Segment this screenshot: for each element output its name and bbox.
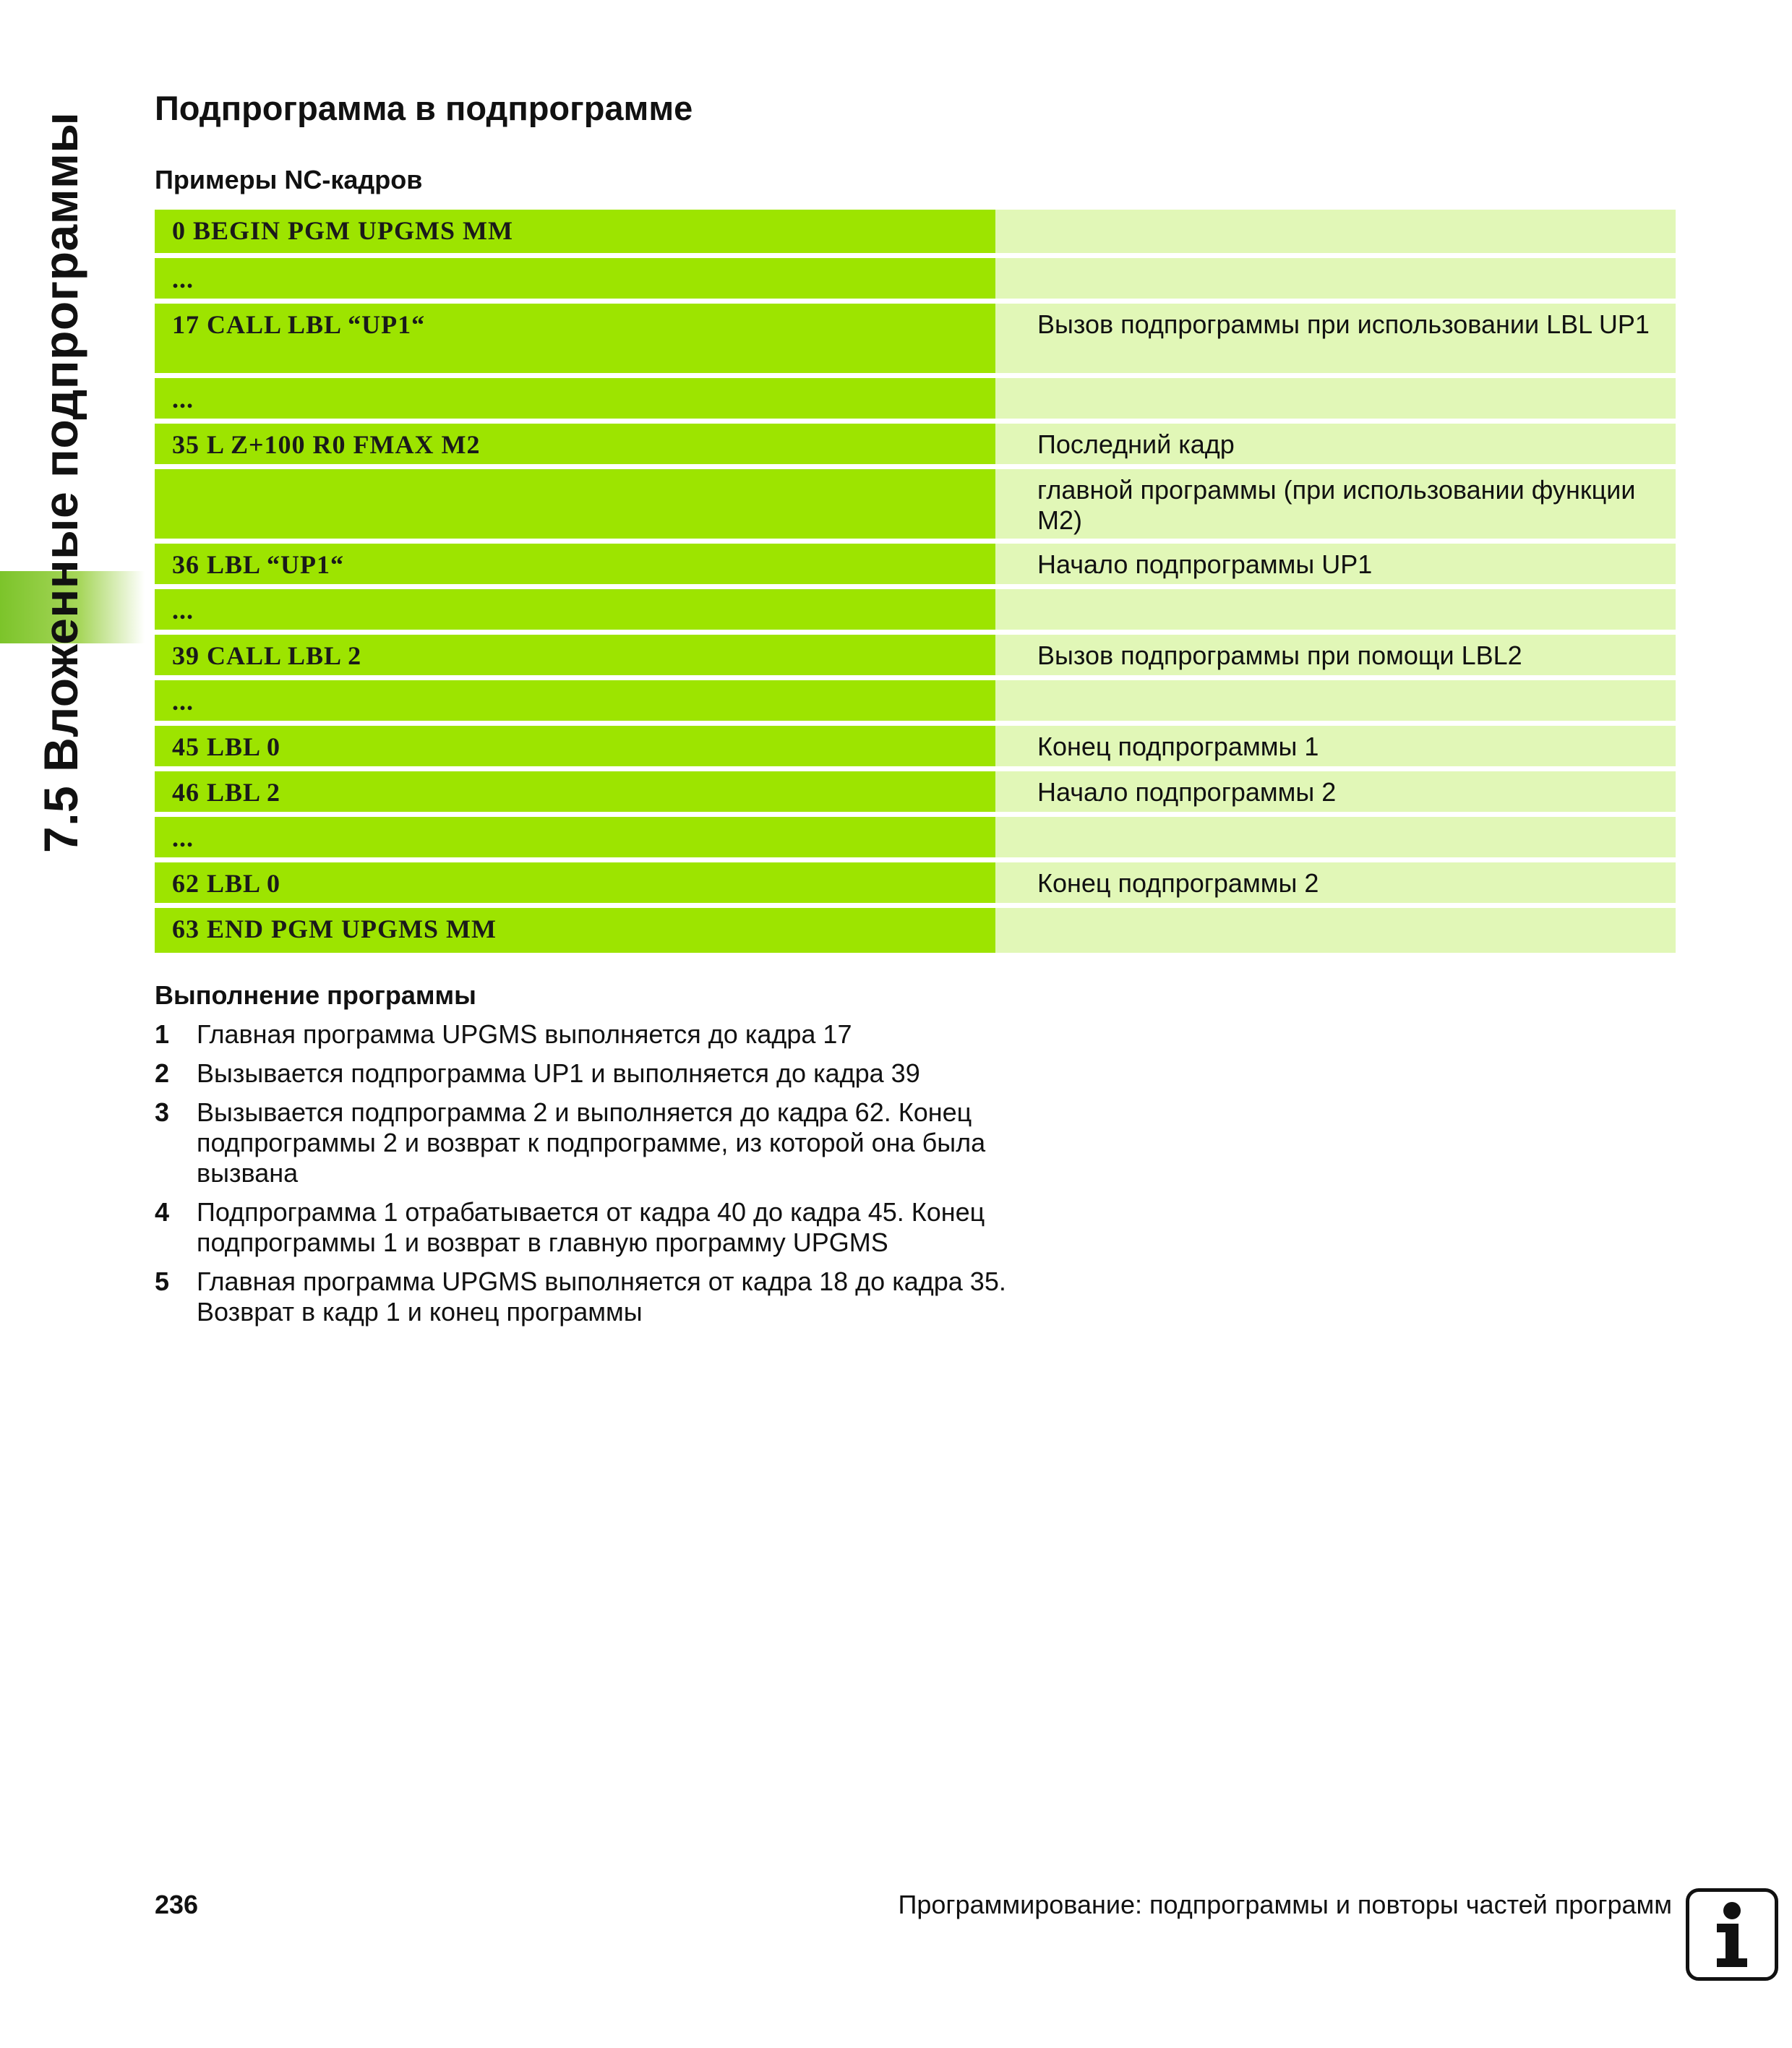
nc-code-cell: 0 BEGIN PGM UPGMS MM — [155, 210, 995, 253]
info-icon-glyph — [1689, 1892, 1775, 1977]
nc-desc-cell: Вызов подпрограммы при помощи LBL2 — [995, 635, 1676, 675]
step-number: 3 — [155, 1097, 170, 1127]
list-item — [155, 1058, 1022, 1089]
execution-heading: Выполнение программы — [155, 980, 476, 1010]
examples-subheading: Примеры NC-кадров — [155, 165, 423, 194]
table-row — [155, 771, 1676, 812]
table-row — [155, 544, 1676, 584]
nc-desc-cell: Начало подпрограммы UP1 — [995, 544, 1676, 584]
table-row — [155, 589, 1676, 630]
nc-code-cell: 39 CALL LBL 2 — [155, 635, 995, 675]
list-item — [155, 1267, 1022, 1327]
step-number: 4 — [155, 1197, 170, 1227]
nc-code-cell: ... — [155, 589, 995, 630]
nc-code-cell: 63 END PGM UPGMS MM — [155, 908, 995, 953]
table-row — [155, 304, 1676, 373]
nc-blocks-table — [155, 210, 1676, 958]
table-row — [155, 378, 1676, 419]
table-row — [155, 635, 1676, 675]
table-row — [155, 862, 1676, 903]
nc-desc-cell — [995, 210, 1676, 253]
nc-code-cell: 62 LBL 0 — [155, 862, 995, 903]
execution-steps-list — [155, 1019, 1022, 1336]
step-number: 5 — [155, 1267, 170, 1296]
list-item — [155, 1097, 1022, 1188]
nc-desc-cell — [995, 817, 1676, 857]
table-row — [155, 908, 1676, 953]
table-row — [155, 424, 1676, 464]
nc-desc-cell: Последний кадр — [995, 424, 1676, 464]
step-text: Главная программа UPGMS выполняется до кадра 17 — [197, 1019, 852, 1049]
table-row — [155, 469, 1676, 539]
nc-code-cell: 35 L Z+100 R0 FMAX M2 — [155, 424, 995, 464]
list-item — [155, 1197, 1022, 1258]
page-heading: Подпрограмма в подпрограмме — [155, 89, 693, 127]
table-row — [155, 817, 1676, 857]
step-text: Вызывается подпрограмма 2 и выполняется до кадра 62. Конец подпрограммы 2 и возврат к подпрограмме, из которой она была вызвана — [197, 1097, 986, 1188]
nc-code-cell: ... — [155, 680, 995, 721]
nc-code-cell: 45 LBL 0 — [155, 726, 995, 766]
nc-code-cell — [155, 469, 995, 539]
nc-desc-cell — [995, 680, 1676, 721]
info-icon — [1686, 1888, 1778, 1981]
table-row — [155, 726, 1676, 766]
step-number: 2 — [155, 1058, 170, 1088]
nc-desc-cell — [995, 378, 1676, 419]
nc-desc-cell — [995, 589, 1676, 630]
nc-code-cell: 46 LBL 2 — [155, 771, 995, 812]
table-row — [155, 210, 1676, 253]
nc-code-cell: ... — [155, 258, 995, 299]
table-row — [155, 258, 1676, 299]
section-title-vertical: 7.5 Вложенные подпрограммы — [34, 111, 87, 853]
step-text: Вызывается подпрограмма UP1 и выполняется до кадра 39 — [197, 1058, 920, 1088]
nc-desc-cell: Конец подпрограммы 1 — [995, 726, 1676, 766]
nc-desc-cell: Конец подпрограммы 2 — [995, 862, 1676, 903]
chapter-footer: Программирование: подпрограммы и повторы частей программ — [898, 1890, 1672, 1919]
nc-desc-cell: Вызов подпрограммы при использовании LBL UP1 — [995, 304, 1676, 373]
nc-code-cell: ... — [155, 817, 995, 857]
nc-code-cell: 17 CALL LBL “UP1“ — [155, 304, 995, 373]
step-text: Подпрограмма 1 отрабатывается от кадра 40 до кадра 45. Конец подпрограммы 1 и возврат в главную программу UPGMS — [197, 1197, 985, 1257]
step-number: 1 — [155, 1019, 170, 1049]
page-number: 236 — [155, 1890, 199, 1919]
nc-desc-cell — [995, 258, 1676, 299]
nc-code-cell: ... — [155, 378, 995, 419]
nc-code-cell: 36 LBL “UP1“ — [155, 544, 995, 584]
nc-desc-cell: Начало подпрограммы 2 — [995, 771, 1676, 812]
table-row — [155, 680, 1676, 721]
list-item — [155, 1019, 1022, 1050]
nc-desc-cell: главной программы (при использовании функции M2) — [995, 469, 1676, 539]
step-text: Главная программа UPGMS выполняется от кадра 18 до кадра 35. Возврат в кадр 1 и конец программы — [197, 1267, 1006, 1327]
nc-desc-cell — [995, 908, 1676, 953]
